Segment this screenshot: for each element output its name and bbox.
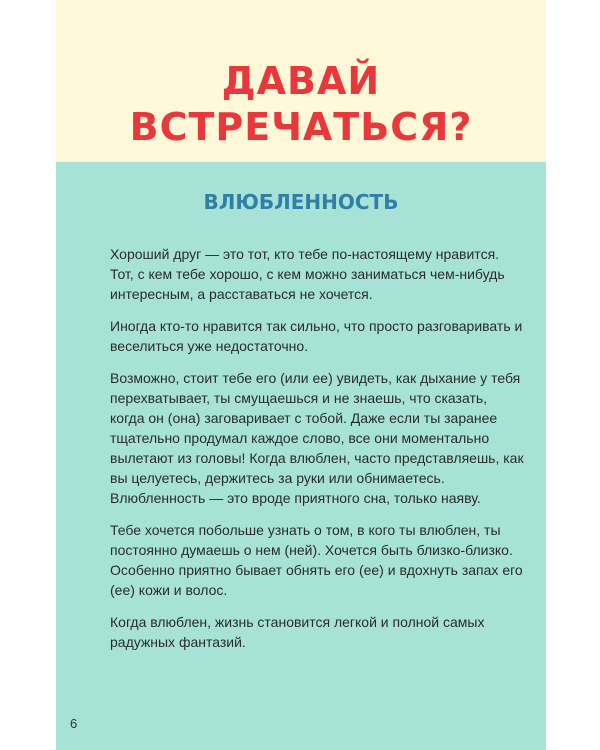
page-number: 6 (70, 716, 78, 731)
paragraph: Тебе хочется побольше узнать о том, в кого ты влюблен, ты постоянно думаешь о нем (ней). Хочется быть близко-близко. Особенно приятно бывает обнять его (ее) и вдохнуть запах его (ее) кожи и волос. (110, 522, 523, 598)
paragraph: Когда влюблен, жизнь становится легкой и полной самых радужных фантазий. (110, 614, 485, 650)
paragraph: Иногда кто-то нравится так сильно, что просто разговаривать и веселиться уже недостаточно. (110, 318, 523, 354)
title-line-1: ДАВАЙ (221, 59, 381, 103)
paragraph: Хороший друг — это тот, кто тебе по-настоящему нравится. Тот, с кем тебе хорошо, с кем можно заниматься чем-нибудь интересным, а расставаться не хочется. (110, 246, 505, 302)
body-text (110, 244, 524, 664)
page-title (56, 58, 546, 150)
section-title: ВЛЮБЛЕННОСТЬ (203, 190, 399, 214)
paragraph: Возможно, стоит тебе его (или ее) увидеть, как дыхание у тебя перехватывает, ты смущаешься и не знаешь, что сказать, когда он (она) заговаривает с тобой. Даже если ты заранее тщательно продумал каждое слово, все они моментально вылетают из головы! Когда влюблен, часто представляешь, как вы целуетесь, держитесь за руки или обнимаетесь. Влюбленность — это вроде приятного сна, только наяву. (110, 370, 524, 506)
title-line-2: ВСТРЕЧАТЬСЯ? (129, 105, 473, 149)
